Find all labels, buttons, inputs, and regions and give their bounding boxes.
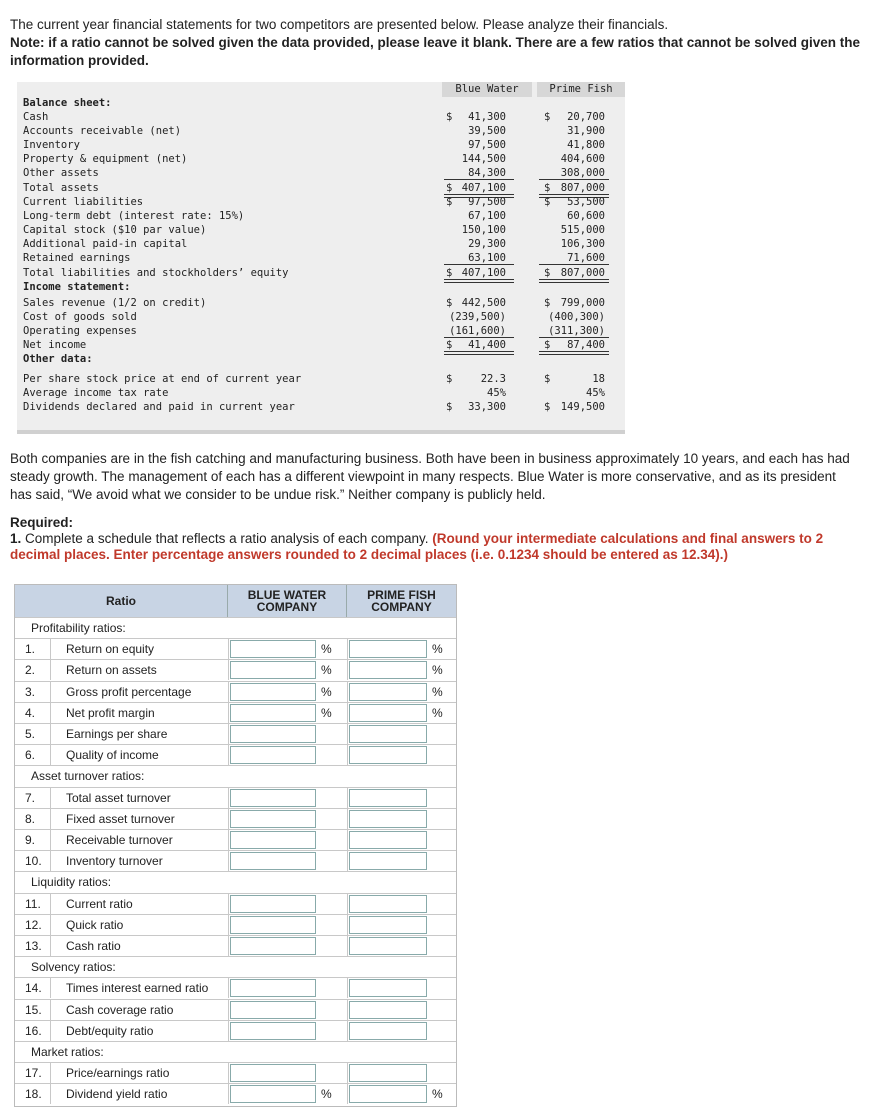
statement-row bbox=[17, 237, 625, 251]
answer-input-blue-water[interactable] bbox=[230, 683, 316, 701]
statement-value: 97,500 bbox=[468, 196, 506, 208]
statement-label: Property & equipment (net) bbox=[23, 153, 188, 165]
statement-label: Per share stock price at end of current year bbox=[23, 373, 302, 385]
cell-blue-water bbox=[228, 809, 347, 829]
ratio-name: Debt/equity ratio bbox=[66, 1023, 154, 1038]
cell-blue-water bbox=[228, 745, 347, 765]
ratio-row bbox=[15, 893, 456, 914]
currency-symbol: $ bbox=[544, 401, 551, 413]
total-underline bbox=[539, 179, 609, 180]
header-prime-fish bbox=[347, 585, 456, 617]
company-description: Both companies are in the fish catching and manufacturing business. Both have been in business approximately 10 years, and each has had steady growth. The management of each has a different viewpoint in many respects. Blue Water is more conservative, and as its president has said, “We avoid what we consider to be undue risk.” Neither company is publicly held. bbox=[10, 451, 850, 502]
ratio-row bbox=[15, 723, 456, 744]
cell-blue-water bbox=[228, 1021, 347, 1041]
ratio-category-row bbox=[15, 956, 456, 977]
statement-label: Dividends declared and paid in current year bbox=[23, 401, 295, 413]
cell-prime-fish bbox=[347, 915, 456, 935]
statement-value: 515,000 bbox=[560, 224, 605, 236]
total-underline bbox=[539, 264, 609, 265]
currency-symbol: $ bbox=[544, 111, 551, 123]
percent-symbol: % bbox=[321, 684, 332, 699]
answer-input-prime-fish[interactable] bbox=[349, 1001, 427, 1019]
header-blue-water-l2: COMPANY bbox=[256, 600, 318, 614]
ratio-row bbox=[15, 829, 456, 850]
currency-symbol: $ bbox=[544, 196, 551, 208]
cell-blue-water bbox=[228, 978, 347, 998]
cell-blue-water bbox=[228, 682, 347, 702]
total-underline bbox=[444, 179, 514, 180]
ratio-category-label: Asset turnover ratios: bbox=[31, 769, 145, 784]
ratio-category-row bbox=[15, 1041, 456, 1062]
ratio-number: 9. bbox=[15, 830, 51, 850]
answer-input-prime-fish[interactable] bbox=[349, 895, 427, 913]
statement-value: 29,300 bbox=[468, 238, 506, 250]
ratio-row bbox=[15, 914, 456, 935]
statement-value: 807,000 bbox=[560, 182, 605, 194]
cell-blue-water bbox=[228, 1000, 347, 1020]
ratio-number: 6. bbox=[15, 745, 51, 765]
cell-blue-water bbox=[228, 915, 347, 935]
percent-symbol: % bbox=[432, 663, 443, 678]
ratio-category-row bbox=[15, 617, 456, 638]
cell-prime-fish bbox=[347, 1063, 456, 1083]
cell-prime-fish bbox=[347, 745, 456, 765]
answer-input-prime-fish[interactable] bbox=[349, 1085, 427, 1103]
percent-symbol: % bbox=[321, 705, 332, 720]
cell-prime-fish bbox=[347, 682, 456, 702]
ratio-name: Quality of income bbox=[66, 748, 159, 763]
ratio-name: Return on equity bbox=[66, 642, 155, 657]
intro-note: Note: if a ratio cannot be solved given the data provided, please leave it blank. There are a few ratios that cannot be solved given the information provided. bbox=[10, 35, 860, 68]
header-prime-fish-l2: COMPANY bbox=[371, 600, 432, 614]
ratio-number: 17. bbox=[15, 1063, 51, 1083]
statement-value: 18 bbox=[592, 373, 605, 385]
statement-row bbox=[17, 251, 625, 265]
col-header-prime-fish: Prime Fish bbox=[537, 82, 625, 97]
statement-value: (161,600) bbox=[449, 325, 506, 337]
statement-value: 67,100 bbox=[468, 210, 506, 222]
currency-symbol: $ bbox=[544, 297, 551, 309]
answer-input-blue-water[interactable] bbox=[230, 640, 316, 658]
statement-label: Average income tax rate bbox=[23, 387, 169, 399]
statement-value: 84,300 bbox=[468, 167, 506, 179]
ratio-name: Return on assets bbox=[66, 663, 157, 678]
currency-symbol: $ bbox=[446, 401, 453, 413]
col-header-blue-water: Blue Water bbox=[442, 82, 532, 97]
ratio-row bbox=[15, 787, 456, 808]
statement-row bbox=[17, 166, 625, 180]
answer-input-blue-water[interactable] bbox=[230, 979, 316, 997]
percent-symbol: % bbox=[432, 642, 443, 657]
answer-input-prime-fish[interactable] bbox=[349, 789, 427, 807]
answer-input-prime-fish[interactable] bbox=[349, 683, 427, 701]
ratio-category-label: Profitability ratios: bbox=[31, 621, 126, 635]
answer-input-blue-water[interactable] bbox=[230, 895, 316, 913]
ratio-row bbox=[15, 850, 456, 871]
statement-value: 41,400 bbox=[468, 339, 506, 351]
answer-input-blue-water[interactable] bbox=[230, 1085, 316, 1103]
statement-value: (239,500) bbox=[449, 311, 506, 323]
statement-value: 33,300 bbox=[468, 401, 506, 413]
ratio-name: Total asset turnover bbox=[66, 790, 171, 805]
statement-value: 87,400 bbox=[567, 339, 605, 351]
statement-row bbox=[17, 152, 625, 166]
statement-label: Other data: bbox=[23, 353, 93, 365]
intro-line: The current year financial statements for two competitors are presented below. Please analyze their financials. bbox=[10, 17, 669, 32]
answer-input-blue-water[interactable] bbox=[230, 1064, 316, 1082]
cell-prime-fish bbox=[347, 936, 456, 956]
answer-input-prime-fish[interactable] bbox=[349, 979, 427, 997]
answer-input-blue-water[interactable] bbox=[230, 810, 316, 828]
ratio-number: 7. bbox=[15, 788, 51, 808]
cell-blue-water bbox=[228, 1063, 347, 1083]
statement-label: Cost of goods sold bbox=[23, 311, 137, 323]
statement-value: 150,100 bbox=[461, 224, 506, 236]
statement-label: Current liabilities bbox=[23, 196, 144, 208]
statement-row bbox=[17, 372, 625, 386]
statement-row bbox=[17, 138, 625, 152]
ratio-row bbox=[15, 1083, 456, 1104]
cell-prime-fish bbox=[347, 724, 456, 744]
currency-symbol: $ bbox=[446, 182, 453, 194]
ratio-number: 5. bbox=[15, 724, 51, 744]
statement-row bbox=[17, 223, 625, 237]
answer-input-prime-fish[interactable] bbox=[349, 1022, 427, 1040]
statement-label: Additional paid-in capital bbox=[23, 238, 188, 250]
currency-symbol: $ bbox=[446, 196, 453, 208]
cell-blue-water bbox=[228, 1084, 347, 1104]
ratio-row bbox=[15, 681, 456, 702]
cell-prime-fish bbox=[347, 788, 456, 808]
ratio-category-row bbox=[15, 871, 456, 892]
answer-input-prime-fish[interactable] bbox=[349, 831, 427, 849]
answer-input-prime-fish[interactable] bbox=[349, 725, 427, 743]
statement-value: 106,300 bbox=[560, 238, 605, 250]
cell-blue-water bbox=[228, 894, 347, 914]
ratio-row bbox=[15, 744, 456, 765]
statement-label: Other assets bbox=[23, 167, 99, 179]
statement-value: 149,500 bbox=[560, 401, 605, 413]
statement-value: 97,500 bbox=[468, 139, 506, 151]
currency-symbol: $ bbox=[544, 339, 551, 351]
ratio-row bbox=[15, 702, 456, 723]
statement-value: 41,800 bbox=[567, 139, 605, 151]
statement-row bbox=[17, 124, 625, 138]
required-number: 1. bbox=[10, 531, 22, 546]
cell-blue-water bbox=[228, 660, 347, 680]
statement-value: 807,000 bbox=[560, 267, 605, 279]
percent-symbol: % bbox=[432, 705, 443, 720]
cell-blue-water bbox=[228, 851, 347, 871]
ratio-row bbox=[15, 638, 456, 659]
answer-input-blue-water[interactable] bbox=[230, 725, 316, 743]
answer-input-blue-water[interactable] bbox=[230, 937, 316, 955]
statement-value: 144,500 bbox=[461, 153, 506, 165]
statement-value: 22.3 bbox=[480, 373, 506, 385]
statement-value: 407,100 bbox=[461, 182, 506, 194]
header-prime-fish-l1: PRIME FISH bbox=[367, 588, 436, 602]
answer-input-blue-water[interactable] bbox=[230, 789, 316, 807]
ratio-number: 10. bbox=[15, 851, 51, 871]
percent-symbol: % bbox=[321, 642, 332, 657]
percent-symbol: % bbox=[432, 684, 443, 699]
ratio-row bbox=[15, 659, 456, 680]
ratio-row bbox=[15, 977, 456, 998]
ratio-number: 15. bbox=[15, 1000, 51, 1020]
required-text: Complete a schedule that reflects a ratio analysis of each company. bbox=[25, 531, 429, 546]
statement-row bbox=[17, 266, 625, 280]
statement-row bbox=[17, 110, 625, 124]
ratio-row bbox=[15, 1062, 456, 1083]
statement-value: 308,000 bbox=[560, 167, 605, 179]
statement-value: 442,500 bbox=[461, 297, 506, 309]
ratio-name: Net profit margin bbox=[66, 705, 155, 720]
header-ratio: Ratio bbox=[15, 585, 228, 617]
ratio-number: 14. bbox=[15, 978, 51, 998]
answer-input-prime-fish[interactable] bbox=[349, 1064, 427, 1082]
statement-row bbox=[17, 296, 625, 310]
answer-input-prime-fish[interactable] bbox=[349, 704, 427, 722]
statement-label: Retained earnings bbox=[23, 252, 131, 264]
answer-input-blue-water[interactable] bbox=[230, 746, 316, 764]
cell-prime-fish bbox=[347, 809, 456, 829]
statement-value: 407,100 bbox=[461, 267, 506, 279]
cell-prime-fish bbox=[347, 894, 456, 914]
ratio-category-label: Solvency ratios: bbox=[31, 960, 116, 975]
currency-symbol: $ bbox=[446, 339, 453, 351]
ratio-name: Price/earnings ratio bbox=[66, 1066, 170, 1081]
currency-symbol: $ bbox=[446, 373, 453, 385]
statement-row bbox=[17, 96, 625, 110]
ratio-category-label: Market ratios: bbox=[31, 1045, 104, 1059]
answer-input-prime-fish[interactable] bbox=[349, 661, 427, 679]
ratio-name: Current ratio bbox=[66, 896, 133, 911]
answer-input-prime-fish[interactable] bbox=[349, 916, 427, 934]
answer-input-blue-water[interactable] bbox=[230, 704, 316, 722]
percent-symbol: % bbox=[321, 1087, 332, 1102]
header-blue-water-l1: BLUE WATER bbox=[247, 588, 327, 602]
currency-symbol: $ bbox=[446, 297, 453, 309]
answer-input-prime-fish[interactable] bbox=[349, 746, 427, 764]
ratio-name: Quick ratio bbox=[66, 917, 124, 932]
cell-blue-water bbox=[228, 703, 347, 723]
ratio-row bbox=[15, 999, 456, 1020]
statement-label: Accounts receivable (net) bbox=[23, 125, 182, 137]
answer-input-prime-fish[interactable] bbox=[349, 937, 427, 955]
statement-row bbox=[17, 209, 625, 223]
header-blue-water bbox=[228, 585, 347, 617]
statement-label: Total assets bbox=[23, 182, 99, 194]
statement-value: (400,300) bbox=[548, 311, 605, 323]
cell-prime-fish bbox=[347, 978, 456, 998]
ratio-name: Cash ratio bbox=[66, 939, 121, 953]
ratio-number: 12. bbox=[15, 915, 51, 935]
ratio-name: Earnings per share bbox=[66, 727, 168, 741]
currency-symbol: $ bbox=[544, 373, 551, 385]
currency-symbol: $ bbox=[446, 111, 453, 123]
statement-label: Income statement: bbox=[23, 281, 131, 293]
statement-value: 45% bbox=[586, 387, 605, 399]
statement-row bbox=[17, 181, 625, 195]
statement-row bbox=[17, 338, 625, 352]
statement-label: Balance sheet: bbox=[23, 97, 112, 109]
statement-row bbox=[17, 310, 625, 324]
ratio-name: Fixed asset turnover bbox=[66, 811, 175, 826]
statement-value: 71,600 bbox=[567, 252, 605, 264]
statement-value: 404,600 bbox=[560, 153, 605, 165]
currency-symbol: $ bbox=[446, 267, 453, 279]
statement-value: 41,300 bbox=[468, 111, 506, 123]
ratio-row bbox=[15, 935, 456, 956]
ratio-number: 4. bbox=[15, 703, 51, 723]
ratio-number: 16. bbox=[15, 1021, 51, 1041]
cell-prime-fish bbox=[347, 1000, 456, 1020]
statement-label: Total liabilities and stockholders’ equity bbox=[23, 267, 289, 279]
cell-prime-fish bbox=[347, 639, 456, 659]
cell-blue-water bbox=[228, 830, 347, 850]
ratio-category-label: Liquidity ratios: bbox=[31, 875, 112, 890]
cell-prime-fish bbox=[347, 1084, 456, 1104]
statement-row bbox=[17, 386, 625, 400]
statement-row bbox=[17, 195, 625, 209]
cell-prime-fish bbox=[347, 1021, 456, 1041]
ratio-name: Inventory turnover bbox=[66, 854, 163, 869]
answer-input-blue-water[interactable] bbox=[230, 831, 316, 849]
statement-value: 31,900 bbox=[567, 125, 605, 137]
statement-label: Sales revenue (1/2 on credit) bbox=[23, 297, 207, 309]
answer-input-blue-water[interactable] bbox=[230, 1022, 316, 1040]
cell-prime-fish bbox=[347, 660, 456, 680]
statement-row bbox=[17, 352, 625, 366]
statement-value: 63,100 bbox=[468, 252, 506, 264]
ratio-name: Receivable turnover bbox=[66, 833, 173, 847]
statement-value: 60,600 bbox=[567, 210, 605, 222]
percent-symbol: % bbox=[432, 1087, 443, 1102]
currency-symbol: $ bbox=[544, 267, 551, 279]
answer-input-blue-water[interactable] bbox=[230, 916, 316, 934]
ratio-name: Dividend yield ratio bbox=[66, 1087, 168, 1102]
ratio-category-row bbox=[15, 765, 456, 786]
ratio-number: 11. bbox=[15, 894, 51, 914]
ratio-row bbox=[15, 1020, 456, 1041]
ratio-table bbox=[14, 584, 457, 1107]
ratio-number: 2. bbox=[15, 660, 51, 680]
statement-row bbox=[17, 280, 625, 294]
statement-value: 39,500 bbox=[468, 125, 506, 137]
cell-prime-fish bbox=[347, 703, 456, 723]
ratio-name: Times interest earned ratio bbox=[66, 981, 209, 996]
required-section bbox=[10, 515, 860, 563]
answer-input-blue-water[interactable] bbox=[230, 852, 316, 870]
ratio-number: 1. bbox=[15, 639, 51, 659]
answer-input-prime-fish[interactable] bbox=[349, 640, 427, 658]
ratio-name: Gross profit percentage bbox=[66, 684, 192, 699]
answer-input-blue-water[interactable] bbox=[230, 661, 316, 679]
statement-label: Inventory bbox=[23, 139, 80, 151]
statement-value: (311,300) bbox=[548, 325, 605, 337]
statement-label: Cash bbox=[23, 111, 49, 123]
currency-symbol: $ bbox=[544, 182, 551, 194]
answer-input-prime-fish[interactable] bbox=[349, 810, 427, 828]
cell-blue-water bbox=[228, 639, 347, 659]
cell-blue-water bbox=[228, 936, 347, 956]
statement-label: Capital stock ($10 par value) bbox=[23, 224, 207, 236]
statement-value: 799,000 bbox=[560, 297, 605, 309]
cell-prime-fish bbox=[347, 851, 456, 871]
statement-value: 53,500 bbox=[567, 196, 605, 208]
intro-text bbox=[10, 16, 870, 70]
ratio-name: Cash coverage ratio bbox=[66, 1002, 174, 1017]
statement-label: Net income bbox=[23, 339, 87, 351]
statement-label: Operating expenses bbox=[23, 325, 137, 337]
financial-statements bbox=[17, 82, 625, 434]
statement-value: 20,700 bbox=[567, 111, 605, 123]
ratio-number: 18. bbox=[15, 1084, 51, 1104]
answer-input-blue-water[interactable] bbox=[230, 1001, 316, 1019]
required-title: Required: bbox=[10, 515, 74, 530]
percent-symbol: % bbox=[321, 663, 332, 678]
ratio-number: 3. bbox=[15, 682, 51, 702]
cell-blue-water bbox=[228, 724, 347, 744]
statement-row bbox=[17, 400, 625, 414]
ratio-row bbox=[15, 808, 456, 829]
ratio-number: 8. bbox=[15, 809, 51, 829]
ratio-number: 13. bbox=[15, 936, 51, 956]
statement-row bbox=[17, 324, 625, 338]
answer-input-prime-fish[interactable] bbox=[349, 852, 427, 870]
required-instruction: (Round your intermediate calculations and final answers to 2 decimal places. Enter percentage answers rounded to 2 decimal places (i.e. 0.1234 should be entered as 12.34).) bbox=[10, 531, 824, 562]
cell-blue-water bbox=[228, 788, 347, 808]
cell-prime-fish bbox=[347, 830, 456, 850]
statement-value: 45% bbox=[487, 387, 506, 399]
total-underline bbox=[444, 264, 514, 265]
statement-label: Long-term debt (interest rate: 15%) bbox=[23, 210, 245, 222]
